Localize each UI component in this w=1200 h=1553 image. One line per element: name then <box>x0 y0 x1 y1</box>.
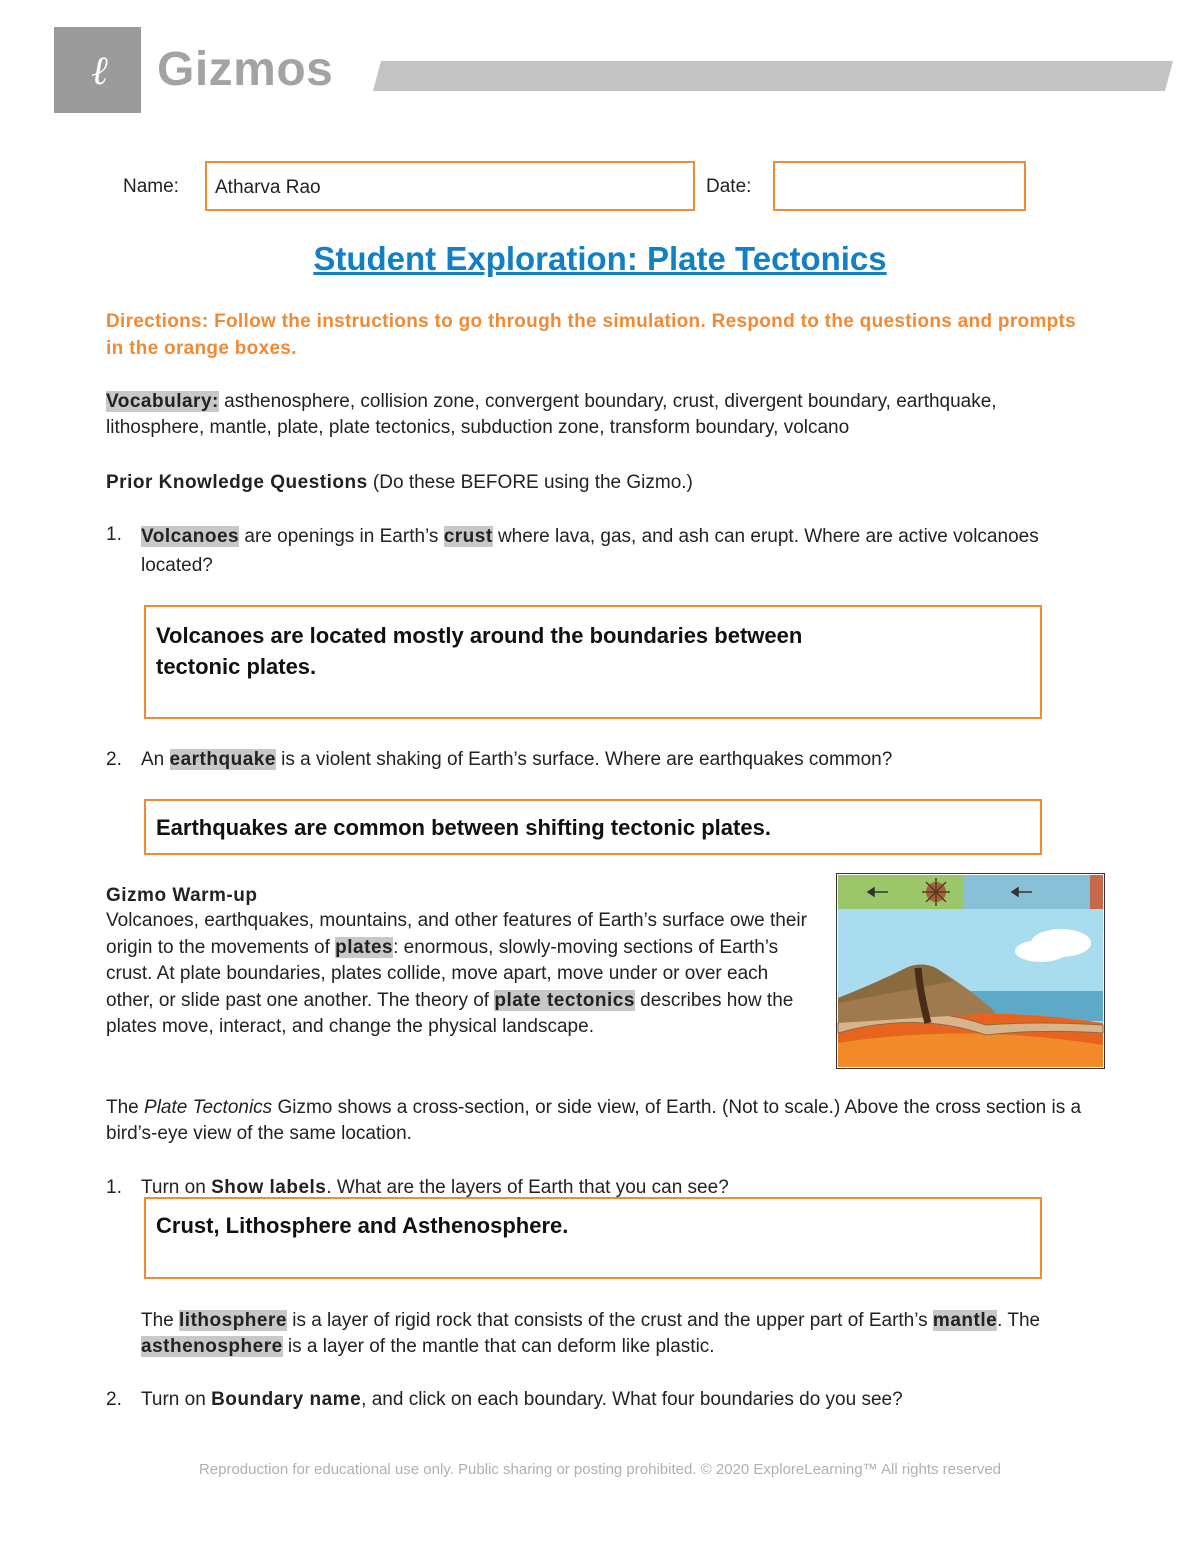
paragraph-text: Volcanoes, earthquakes, mountains, and other features of Earth’s surface owe their origin to the movements of <box>106 910 807 958</box>
prior-question-2 <box>141 747 1071 773</box>
question-number: 2. <box>106 749 122 770</box>
warmup-heading: Gizmo Warm-up <box>106 885 258 906</box>
answer-text: Earthquakes are common between shifting tectonic plates. <box>156 815 771 840</box>
term-boundary-name: Boundary name <box>211 1389 362 1410</box>
vocabulary-text: asthenosphere, collision zone, convergent boundary, crust, divergent boundary, earthquake, lithosphere, mantle, plate, plate tectonics, subduction zone, transform boundary, volcano <box>106 391 997 438</box>
paragraph-text: The <box>141 1310 180 1331</box>
layers-explanation <box>141 1308 1071 1360</box>
date-field[interactable] <box>773 161 1026 211</box>
question-number: 1. <box>106 524 122 545</box>
answer-box-2[interactable] <box>144 799 1042 855</box>
question-text: . What are the layers of Earth that you can see? <box>326 1177 729 1198</box>
gizmo-name: Plate Tectonics <box>144 1097 273 1118</box>
question-number: 2. <box>106 1389 122 1410</box>
gizmo-screenshot <box>836 873 1105 1069</box>
prior-knowledge-heading <box>106 470 1096 496</box>
date-label: Date: <box>706 176 752 197</box>
paragraph-text: Gizmo shows a cross-section, or side view, of Earth. (Not to scale.) Above the cross section is a bird’s-eye view of the same location. <box>106 1097 1082 1144</box>
answer-text: Volcanoes are located mostly around the boundaries between tectonic plates. <box>156 623 803 679</box>
question-number: 1. <box>106 1177 122 1198</box>
term-volcanoes: Volcanoes <box>141 526 240 547</box>
paragraph-text: . The <box>997 1310 1041 1331</box>
paragraph-text: The <box>106 1097 145 1118</box>
explorelearning-logo: ℓ <box>54 27 141 113</box>
brand-name: Gizmos <box>157 43 334 96</box>
paragraph-text: : enormous, slowly-moving sections of Earth’s crust. At plate boundaries, plates collide, move apart, move under or over each other, or slide past one another. The theory of <box>106 936 779 1011</box>
question-text: Turn on <box>141 1177 212 1198</box>
question-text: is a violent shaking of Earth’s surface. Where are earthquakes common? <box>275 749 893 770</box>
term-crust: crust <box>443 526 493 547</box>
term-plate-tectonics: plate tectonics <box>494 989 635 1011</box>
page-title: Student Exploration: Plate Tectonics <box>313 240 887 277</box>
volcano-top-icon <box>922 878 950 906</box>
footer-copyright: Reproduction for educational use only. Public sharing or posting prohibited. © 2020 ExploreLearning™ All rights reserved <box>198 1461 1002 1478</box>
paragraph-text: is a layer of the mantle that can deform like plastic. <box>282 1336 715 1357</box>
directions: Directions: Follow the instructions to go through the simulation. Respond to the questions and prompts in the orange boxes. <box>106 311 1077 359</box>
answer-box-1[interactable] <box>144 605 1042 719</box>
question-text: are openings in Earth’s <box>239 526 444 547</box>
paragraph-text: describes how the plates move, interact, and change the physical landscape. <box>106 989 794 1038</box>
header-bar <box>373 61 1173 91</box>
term-plates: plates <box>335 936 394 958</box>
gizmo-description <box>106 1095 1096 1147</box>
answer-text: Crust, Lithosphere and Asthenosphere. <box>156 1213 569 1238</box>
warmup-question-2 <box>141 1387 1071 1413</box>
question-text: , and click on each boundary. What four boundaries do you see? <box>361 1389 903 1410</box>
name-label: Name: <box>123 176 179 197</box>
term-earthquake: earthquake <box>169 749 276 770</box>
prior-question-1 <box>141 522 1071 580</box>
vocabulary-label: Vocabulary: <box>106 391 219 412</box>
term-show-labels: Show labels <box>211 1177 327 1198</box>
paragraph-text: is a layer of rigid rock that consists of the crust and the upper part of Earth’s <box>286 1310 933 1331</box>
term-asthenosphere: asthenosphere <box>141 1336 283 1357</box>
prior-note: (Do these BEFORE using the Gizmo.) <box>367 472 693 493</box>
question-text: Turn on <box>141 1389 212 1410</box>
term-lithosphere: lithosphere <box>179 1310 287 1331</box>
warmup-paragraph <box>106 908 818 1041</box>
answer-box-3[interactable] <box>144 1197 1042 1279</box>
question-text: where lava, gas, and ash can erupt. Where are active volcanoes located? <box>141 526 1039 576</box>
question-text: An <box>141 749 170 770</box>
name-field[interactable] <box>205 161 695 211</box>
vocabulary <box>106 389 1096 441</box>
name-value: Atharva Rao <box>215 177 321 198</box>
prior-heading-text: Prior Knowledge Questions <box>106 472 368 493</box>
term-mantle: mantle <box>932 1310 998 1331</box>
